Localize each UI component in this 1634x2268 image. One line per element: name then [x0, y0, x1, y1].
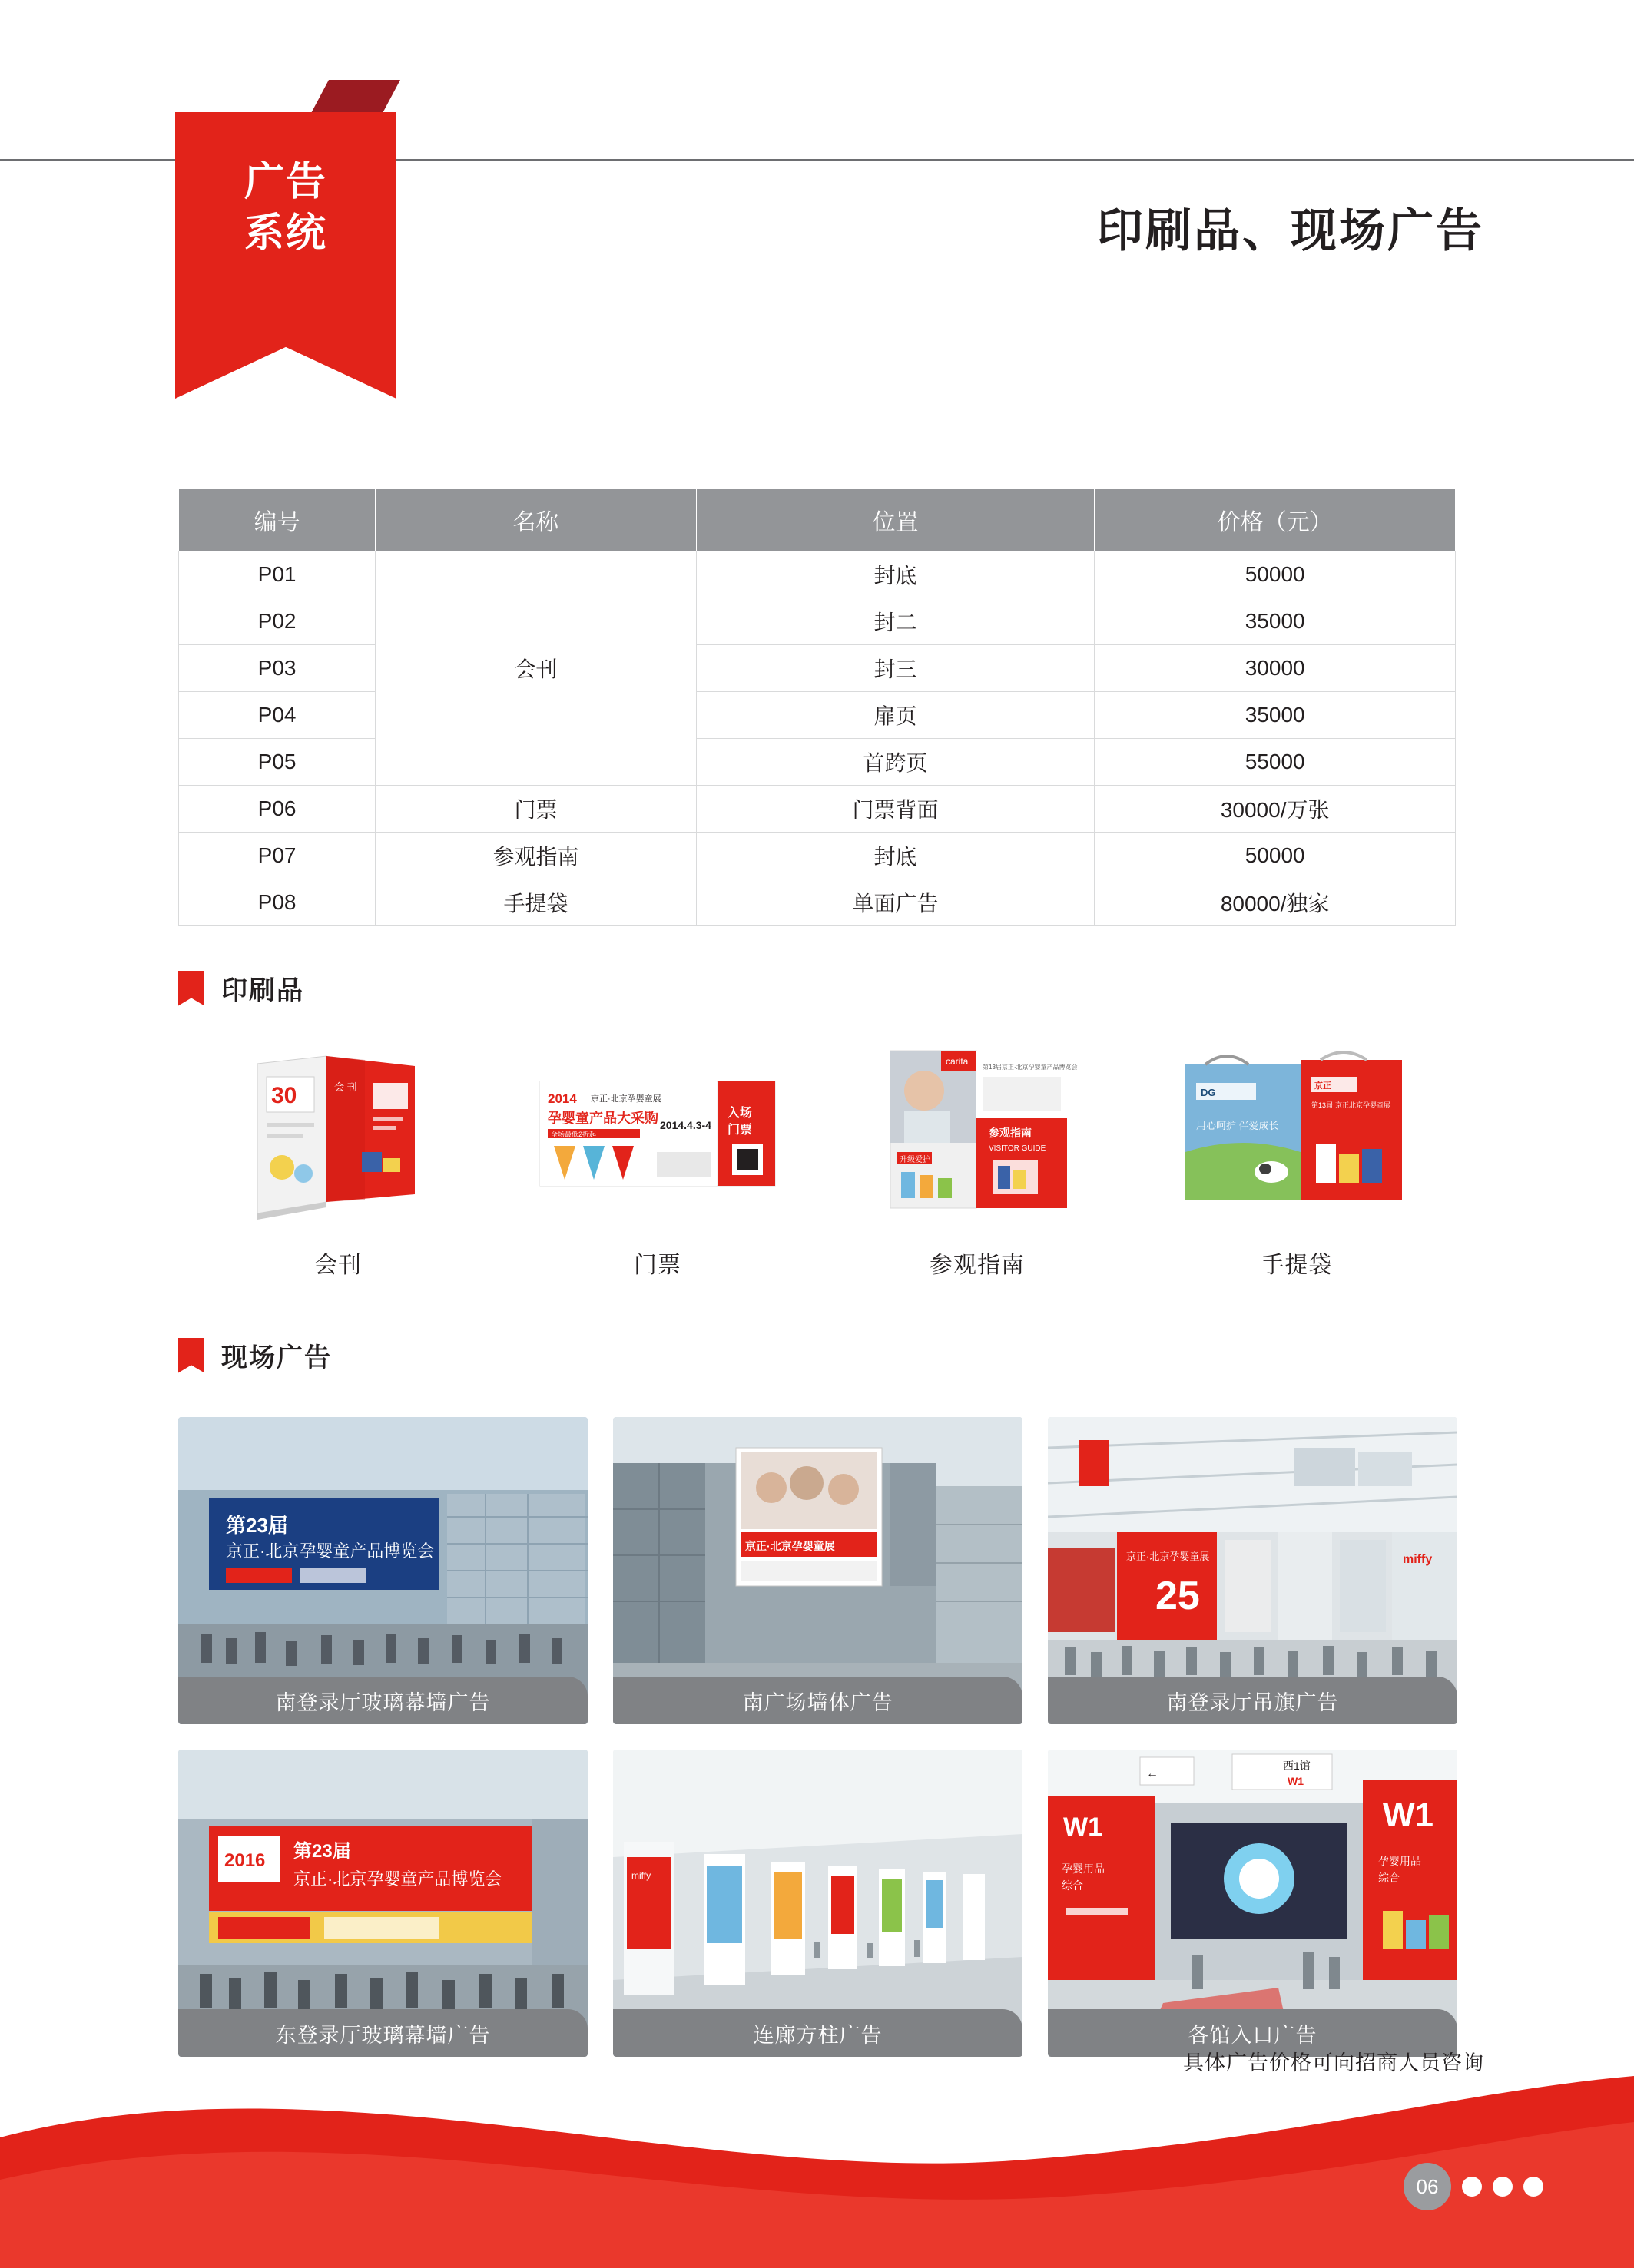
- table-header-name: 名称: [376, 489, 697, 551]
- cell-price: 80000/独家: [1095, 879, 1456, 926]
- print-caption: 会刊: [314, 1253, 362, 1278]
- cell-price: 50000: [1095, 833, 1456, 879]
- svg-text:DG: DG: [1201, 1087, 1216, 1098]
- svg-text:升级爱护: 升级爱护: [900, 1156, 930, 1164]
- cell-price: 55000: [1095, 739, 1456, 786]
- page-title: 印刷品、现场广告: [1097, 205, 1484, 257]
- table-row: [179, 692, 1456, 739]
- svg-text:孕婴用品: 孕婴用品: [1062, 1862, 1105, 1875]
- cell-name: 门票: [376, 786, 697, 833]
- svg-text:京正: 京正: [1314, 1081, 1331, 1091]
- cell-code: P02: [179, 598, 376, 645]
- photo-card: [178, 1417, 588, 1724]
- table-header-price: 价格（元）: [1095, 489, 1456, 551]
- cell-code: P08: [179, 879, 376, 926]
- cell-price: 50000: [1095, 551, 1456, 598]
- svg-text:京正·北京孕婴童展: 京正·北京孕婴童展: [745, 1540, 835, 1552]
- cell-code: P05: [179, 739, 376, 786]
- print-item-ticket: [498, 1037, 817, 1280]
- cell-price: 30000/万张: [1095, 786, 1456, 833]
- photo-card: [1048, 1417, 1457, 1724]
- svg-text:miffy: miffy: [631, 1870, 651, 1881]
- table-row: [179, 879, 1456, 926]
- footer-wave: [0, 2045, 1634, 2268]
- cell-code: P06: [179, 786, 376, 833]
- photo-card: [613, 1417, 1022, 1724]
- pager-dot: [1493, 2177, 1513, 2197]
- svg-text:25: 25: [1155, 1574, 1200, 1618]
- cell-price: 30000: [1095, 645, 1456, 692]
- flag-icon: [178, 1338, 204, 1373]
- svg-text:VISITOR GUIDE: VISITOR GUIDE: [989, 1144, 1046, 1153]
- flag-icon: [178, 971, 204, 1006]
- cell-position: 封三: [696, 645, 1095, 692]
- svg-text:2016: 2016: [224, 1850, 266, 1871]
- table-row: [179, 598, 1456, 645]
- svg-text:京正·北京孕婴童展: 京正·北京孕婴童展: [1126, 1551, 1210, 1562]
- page-number: 06: [1404, 2163, 1451, 2210]
- print-caption: 参观指南: [930, 1253, 1025, 1278]
- svg-text:门票: 门票: [728, 1124, 753, 1137]
- print-items-row: [178, 1037, 1457, 1280]
- svg-text:第23届: 第23届: [226, 1514, 288, 1537]
- cell-position: 单面广告: [696, 879, 1095, 926]
- ticket-image: [531, 1037, 784, 1229]
- cell-position: 封二: [696, 598, 1095, 645]
- table-row: [179, 645, 1456, 692]
- svg-text:京正·北京孕婴童产品博览会: 京正·北京孕婴童产品博览会: [293, 1869, 502, 1889]
- pager-dot: [1462, 2177, 1482, 2197]
- ribbon-label-line2: 系统: [244, 210, 327, 256]
- photo-caption: 东登录厅玻璃幕墙广告: [178, 2009, 588, 2057]
- photo-card: [1048, 1750, 1457, 2057]
- print-caption: 门票: [634, 1253, 681, 1278]
- section-title-onsite: 现场广告: [221, 1343, 332, 1372]
- ribbon-label-line1: 广告: [244, 160, 327, 204]
- svg-text:孕婴童产品大采购: 孕婴童产品大采购: [548, 1111, 658, 1126]
- photo-caption: 各馆入口广告: [1048, 2009, 1457, 2057]
- print-item-guide: [817, 1037, 1137, 1280]
- svg-text:←: ←: [1146, 1767, 1158, 1780]
- print-item-tote-bag: [1137, 1037, 1457, 1280]
- svg-text:用心呵护 伴爱成长: 用心呵护 伴爱成长: [1196, 1120, 1279, 1131]
- print-caption: 手提袋: [1261, 1253, 1333, 1278]
- table-header-row: [179, 489, 1456, 551]
- cell-position: 封底: [696, 551, 1095, 598]
- cell-code: P04: [179, 692, 376, 739]
- table-row: [179, 786, 1456, 833]
- catalog-image: [211, 1037, 465, 1229]
- table-row: [179, 739, 1456, 786]
- svg-text:综合: 综合: [1062, 1879, 1083, 1892]
- svg-text:30: 30: [271, 1083, 297, 1108]
- print-item-catalog: [178, 1037, 498, 1280]
- svg-text:京正·北京孕婴童展: 京正·北京孕婴童展: [591, 1094, 661, 1104]
- onsite-photo-grid: [178, 1417, 1457, 2057]
- cell-code: P03: [179, 645, 376, 692]
- svg-text:全场最低2折起: 全场最低2折起: [551, 1131, 597, 1138]
- guide-image: [850, 1037, 1104, 1229]
- tote-bag-image: [1170, 1037, 1424, 1229]
- svg-text:会 刊: 会 刊: [334, 1081, 357, 1093]
- svg-text:入场: 入场: [728, 1107, 753, 1120]
- svg-text:W1: W1: [1288, 1775, 1304, 1787]
- cell-name: 参观指南: [376, 833, 697, 879]
- svg-text:参观指南: 参观指南: [989, 1127, 1032, 1139]
- photo-card: [613, 1750, 1022, 2057]
- svg-text:第23届: 第23届: [293, 1841, 351, 1862]
- cell-price: 35000: [1095, 598, 1456, 645]
- svg-text:综合: 综合: [1378, 1872, 1400, 1884]
- photo-caption: 南登录厅吊旗广告: [1048, 1677, 1457, 1724]
- svg-text:W1: W1: [1063, 1813, 1102, 1842]
- cell-name: 会刊: [376, 551, 697, 786]
- cell-position: 封底: [696, 833, 1095, 879]
- table-header-code: 编号: [179, 489, 376, 551]
- price-table: [178, 488, 1456, 926]
- photo-card: [178, 1750, 588, 2057]
- table-row: [179, 551, 1456, 598]
- cell-code: P07: [179, 833, 376, 879]
- cell-position: 扉页: [696, 692, 1095, 739]
- svg-text:miffy: miffy: [1403, 1553, 1433, 1566]
- page-indicator: [1404, 2163, 1543, 2210]
- svg-text:W1: W1: [1383, 1796, 1433, 1834]
- svg-text:carita: carita: [946, 1056, 969, 1067]
- svg-text:京正·北京孕婴童产品博览会: 京正·北京孕婴童产品博览会: [226, 1541, 435, 1561]
- table-row: [179, 833, 1456, 879]
- cell-code: P01: [179, 551, 376, 598]
- cell-position: 首跨页: [696, 739, 1095, 786]
- section-heading-onsite: [178, 1336, 332, 1374]
- pager-dot: [1523, 2177, 1543, 2197]
- ribbon-label: [175, 157, 396, 259]
- photo-caption: 南登录厅玻璃幕墙广告: [178, 1677, 588, 1724]
- svg-text:西1馆: 西1馆: [1283, 1760, 1311, 1772]
- svg-text:第13届·京正北京孕婴童展: 第13届·京正北京孕婴童展: [1311, 1101, 1391, 1109]
- ribbon-badge: [175, 80, 396, 399]
- table-header-position: 位置: [696, 489, 1095, 551]
- svg-text:孕婴用品: 孕婴用品: [1378, 1855, 1421, 1867]
- svg-text:2014.4.3-4: 2014.4.3-4: [660, 1119, 711, 1131]
- cell-name: 手提袋: [376, 879, 697, 926]
- section-title-print: 印刷品: [221, 976, 304, 1005]
- cell-position: 门票背面: [696, 786, 1095, 833]
- photo-caption: 连廊方柱广告: [613, 2009, 1022, 2057]
- svg-text:第13届京正·北京孕婴童产品博览会: 第13届京正·北京孕婴童产品博览会: [983, 1064, 1078, 1071]
- cell-price: 35000: [1095, 692, 1456, 739]
- svg-text:2014: 2014: [548, 1091, 577, 1106]
- photo-caption: 南广场墙体广告: [613, 1677, 1022, 1724]
- price-note: 具体广告价格可向招商人员咨询: [1183, 2051, 1484, 2074]
- section-heading-print: [178, 969, 304, 1007]
